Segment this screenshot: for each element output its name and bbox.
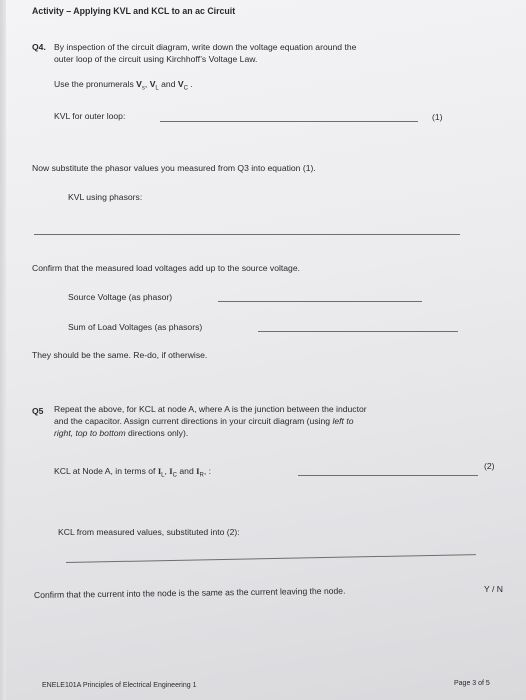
q4-line1: By inspection of the circuit diagram, write down the voltage equation around the (54, 42, 357, 52)
same-instruction: They should be the same. Re-do, if otherwise. (32, 350, 208, 360)
footer-page-number: Page 3 of 5 (454, 680, 490, 687)
footer-course: ENELE101A Principles of Electrical Engineering 1 (42, 682, 197, 689)
yes-no-choice[interactable]: Y / N (484, 584, 503, 594)
symbol-vc-sub: C (183, 85, 188, 92)
substitute-instruction: Now substitute the phasor values you measured from Q3 into equation (1). (32, 163, 316, 173)
activity-title: Activity – Applying KVL and KCL to an ac Circuit (32, 6, 236, 16)
kcl-node-prefix: KCL at Node A, in terms of (54, 466, 158, 476)
symbol-vl: V (149, 79, 156, 89)
kcl-measured-answer-line[interactable] (66, 554, 476, 563)
q5-line3-text: directions only). (125, 428, 189, 438)
kcl-node-answer-line[interactable] (298, 475, 478, 476)
source-voltage-answer-line[interactable] (218, 301, 422, 302)
pronumerals-prefix: Use the pronumerals (54, 79, 137, 89)
symbol-ir-sub: R (199, 472, 204, 479)
kvl-phasors-label: KVL using phasors: (68, 192, 143, 202)
q5-line1: Repeat the above, for KCL at node A, where A is the junction between the inductor (54, 404, 367, 414)
comma-1: , (144, 79, 150, 89)
period: . (187, 79, 193, 89)
q5-line2 (54, 416, 354, 427)
kvl-outer-label: KVL for outer loop: (54, 111, 126, 121)
kcl-measured-label: KCL from measured values, substituted into (2): (58, 527, 240, 537)
q4-number: Q4. (32, 42, 46, 52)
eq1-marker: (1) (432, 112, 443, 122)
page-edge-shadow (0, 0, 6, 700)
q5-line3 (54, 428, 188, 439)
q4-line2: outer loop of the circuit using Kirchhoff’s Voltage Law. (54, 54, 258, 64)
q5-line2-italic: left to (332, 416, 354, 426)
symbol-ic: I (169, 466, 173, 476)
symbol-vl-sub: L (155, 85, 159, 92)
symbol-vc: V (177, 79, 184, 89)
q5-number: Q5 (32, 406, 44, 416)
symbol-vs-sub: s (141, 85, 145, 92)
confirm-current-instruction: Confirm that the current into the node is the same as the current leaving the node. (33, 585, 346, 600)
kcl-and: and (177, 466, 197, 476)
q5-line2-text: and the capacitor. Assign current directions in your circuit diagram (using (54, 416, 333, 426)
kcl-comma: , (164, 466, 170, 476)
and-word: and (158, 79, 178, 89)
kcl-node-label (54, 466, 211, 482)
kcl-node-suffix: , : (203, 466, 211, 476)
q5-line3-italic: right, top to bottom (54, 428, 126, 438)
sum-load-label: Sum of Load Voltages (as phasors) (68, 322, 203, 332)
confirm-voltage-instruction: Confirm that the measured load voltages add up to the source voltage. (32, 263, 301, 273)
q4-pronumerals (54, 79, 193, 95)
symbol-ic-sub: C (172, 472, 177, 479)
eq2-marker: (2) (484, 461, 495, 471)
symbol-il-sub: L (161, 472, 165, 479)
source-voltage-label: Source Voltage (as phasor) (68, 292, 173, 302)
kvl-phasors-answer-line[interactable] (34, 234, 460, 235)
symbol-il: I (157, 466, 162, 476)
symbol-vs: V (136, 79, 142, 89)
sum-load-answer-line[interactable] (258, 331, 458, 332)
kvl-outer-answer-line[interactable] (160, 121, 418, 122)
symbol-ir: I (196, 466, 200, 476)
